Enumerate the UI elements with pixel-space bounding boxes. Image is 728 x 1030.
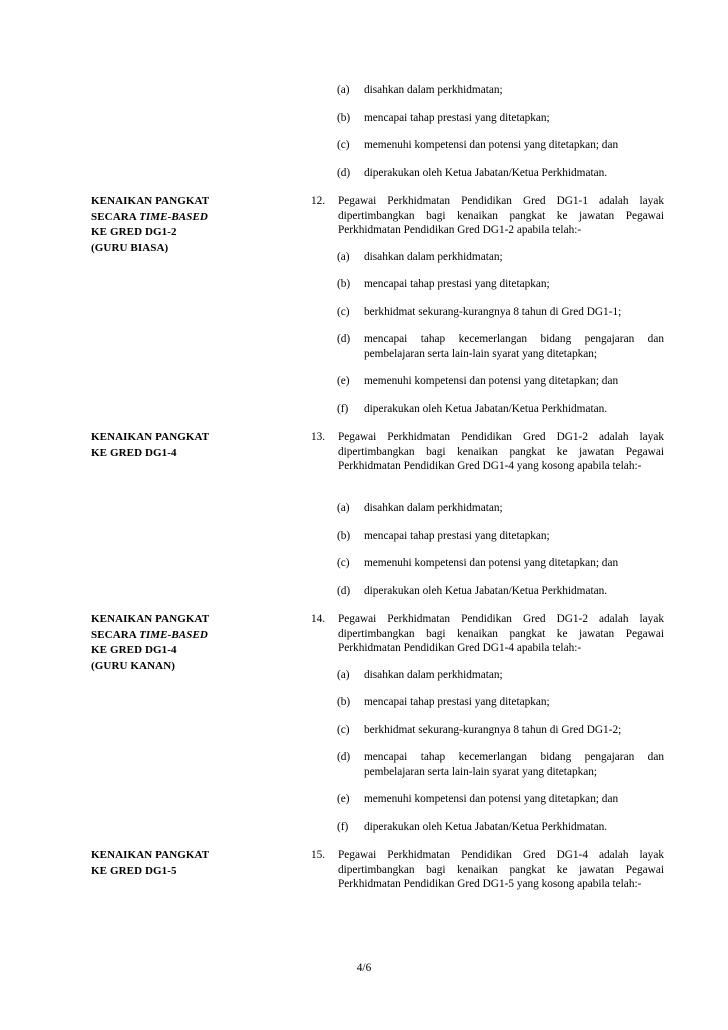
paragraph (311, 194, 664, 238)
section-heading (91, 612, 291, 674)
item-text: diperakukan oleh Ketua Jabatan/Ketua Perkhidmatan. (364, 167, 608, 179)
item-label: (d) (337, 585, 351, 597)
heading-line: KE GRED DG1-4 (91, 446, 177, 459)
item-text: mencapai tahap kecemerlangan bidang pengajaran dan pembelajaran serta lain-lain syarat yang ditetapkan; (364, 751, 664, 778)
item-text: diperakukan oleh Ketua Jabatan/Ketua Perkhidmatan. (364, 403, 608, 415)
item-text: disahkan dalam perkhidmatan; (364, 502, 503, 514)
item-label: (d) (337, 167, 351, 179)
item-label: (e) (337, 793, 350, 805)
paragraph-text: Pegawai Perkhidmatan Pendidikan Gred DG1-1 adalah layak dipertimbangkan bagi kenaikan pangkat ke jawatan Pegawai Perkhidmatan Pendidikan Gred DG1-2 apabila telah:- (338, 195, 664, 236)
heading-line: KE GRED DG1-5 (91, 864, 177, 877)
item-text: berkhidmat sekurang-kurangnya 8 tahun di Gred DG1-2; (364, 724, 622, 736)
item-label: (b) (337, 696, 351, 708)
item-label: (c) (337, 724, 350, 736)
item-label: (c) (337, 306, 350, 318)
heading-line: (GURU KANAN) (91, 659, 175, 672)
item-label: (a) (337, 251, 350, 263)
page-number: 4/6 (356, 962, 372, 974)
item-text: berkhidmat sekurang-kurangnya 8 tahun di Gred DG1-1; (364, 306, 622, 318)
heading-italic: TIME-BASED (139, 210, 208, 223)
heading-line: KENAIKAN PANGKAT (91, 613, 210, 625)
item-label: (c) (337, 557, 350, 569)
item-text: memenuhi kompetensi dan potensi yang ditetapkan; dan (364, 139, 619, 151)
paragraph-number: 12. (311, 195, 326, 207)
paragraph-text: Pegawai Perkhidmatan Pendidikan Gred DG1-2 adalah layak dipertimbangkan bagi kenaikan pangkat ke jawatan Pegawai Perkhidmatan Pendidikan Gred DG1-4 apabila telah:- (338, 613, 664, 654)
item-label: (d) (337, 333, 351, 345)
paragraph (311, 430, 664, 488)
heading-line: (GURU BIASA) (91, 241, 169, 254)
item-label: (a) (337, 669, 350, 681)
paragraph-number: 15. (311, 849, 326, 861)
heading-line: KENAIKAN PANGKAT (91, 849, 210, 861)
heading-italic: TIME-BASED (139, 628, 208, 641)
item-text: mencapai tahap prestasi yang ditetapkan; (364, 278, 550, 290)
heading-line: KE GRED DG1-2 (91, 226, 177, 238)
heading-line: SECARA TIME-BASED (91, 628, 208, 641)
item-text: mencapai tahap kecemerlangan bidang pengajaran dan pembelajaran serta lain-lain syarat yang ditetapkan; (364, 333, 664, 360)
paragraph-number: 13. (311, 431, 326, 443)
item-label: (f) (337, 821, 349, 833)
paragraph (311, 848, 664, 906)
item-text: mencapai tahap prestasi yang ditetapkan; (364, 530, 550, 542)
item-text: disahkan dalam perkhidmatan; (364, 84, 503, 96)
paragraph-number: 14. (311, 613, 326, 625)
heading-line: KE GRED DG1-4 (91, 644, 177, 656)
item-label: (a) (337, 502, 350, 514)
section-heading (91, 848, 291, 879)
item-text: diperakukan oleh Ketua Jabatan/Ketua Perkhidmatan. (364, 821, 608, 833)
item-label: (b) (337, 530, 351, 542)
item-label: (a) (337, 84, 350, 96)
heading-line: SECARA TIME-BASED (91, 210, 208, 223)
paragraph (311, 612, 664, 656)
item-label: (e) (337, 375, 350, 387)
item-label: (f) (337, 403, 349, 415)
heading-line: KENAIKAN PANGKAT (91, 431, 210, 443)
item-label: (b) (337, 112, 351, 124)
item-text: memenuhi kompetensi dan potensi yang ditetapkan; dan (364, 793, 619, 805)
item-label: (b) (337, 278, 351, 290)
item-text: memenuhi kompetensi dan potensi yang ditetapkan; dan (364, 557, 619, 569)
section-heading (91, 194, 291, 256)
section-heading (91, 430, 291, 461)
item-text: diperakukan oleh Ketua Jabatan/Ketua Perkhidmatan. (364, 585, 608, 597)
item-text: mencapai tahap prestasi yang ditetapkan; (364, 112, 550, 124)
item-text: disahkan dalam perkhidmatan; (364, 669, 503, 681)
heading-line: KENAIKAN PANGKAT (91, 195, 210, 207)
paragraph-text: Pegawai Perkhidmatan Pendidikan Gred DG1-4 adalah layak dipertimbangkan bagi kenaikan pangkat ke jawatan Pegawai Perkhidmatan Pendidikan Gred DG1-5 yang kosong apabila telah:- (338, 849, 664, 890)
item-text: disahkan dalam perkhidmatan; (364, 251, 503, 263)
item-label: (d) (337, 751, 351, 763)
item-text: memenuhi kompetensi dan potensi yang ditetapkan; dan (364, 375, 619, 387)
item-label: (c) (337, 139, 350, 151)
paragraph-text: Pegawai Perkhidmatan Pendidikan Gred DG1-2 adalah layak dipertimbangkan bagi kenaikan pangkat ke jawatan Pegawai Perkhidmatan Pendidikan Gred DG1-4 yang kosong apabila telah:- (338, 431, 664, 472)
item-text: mencapai tahap prestasi yang ditetapkan; (364, 696, 550, 708)
